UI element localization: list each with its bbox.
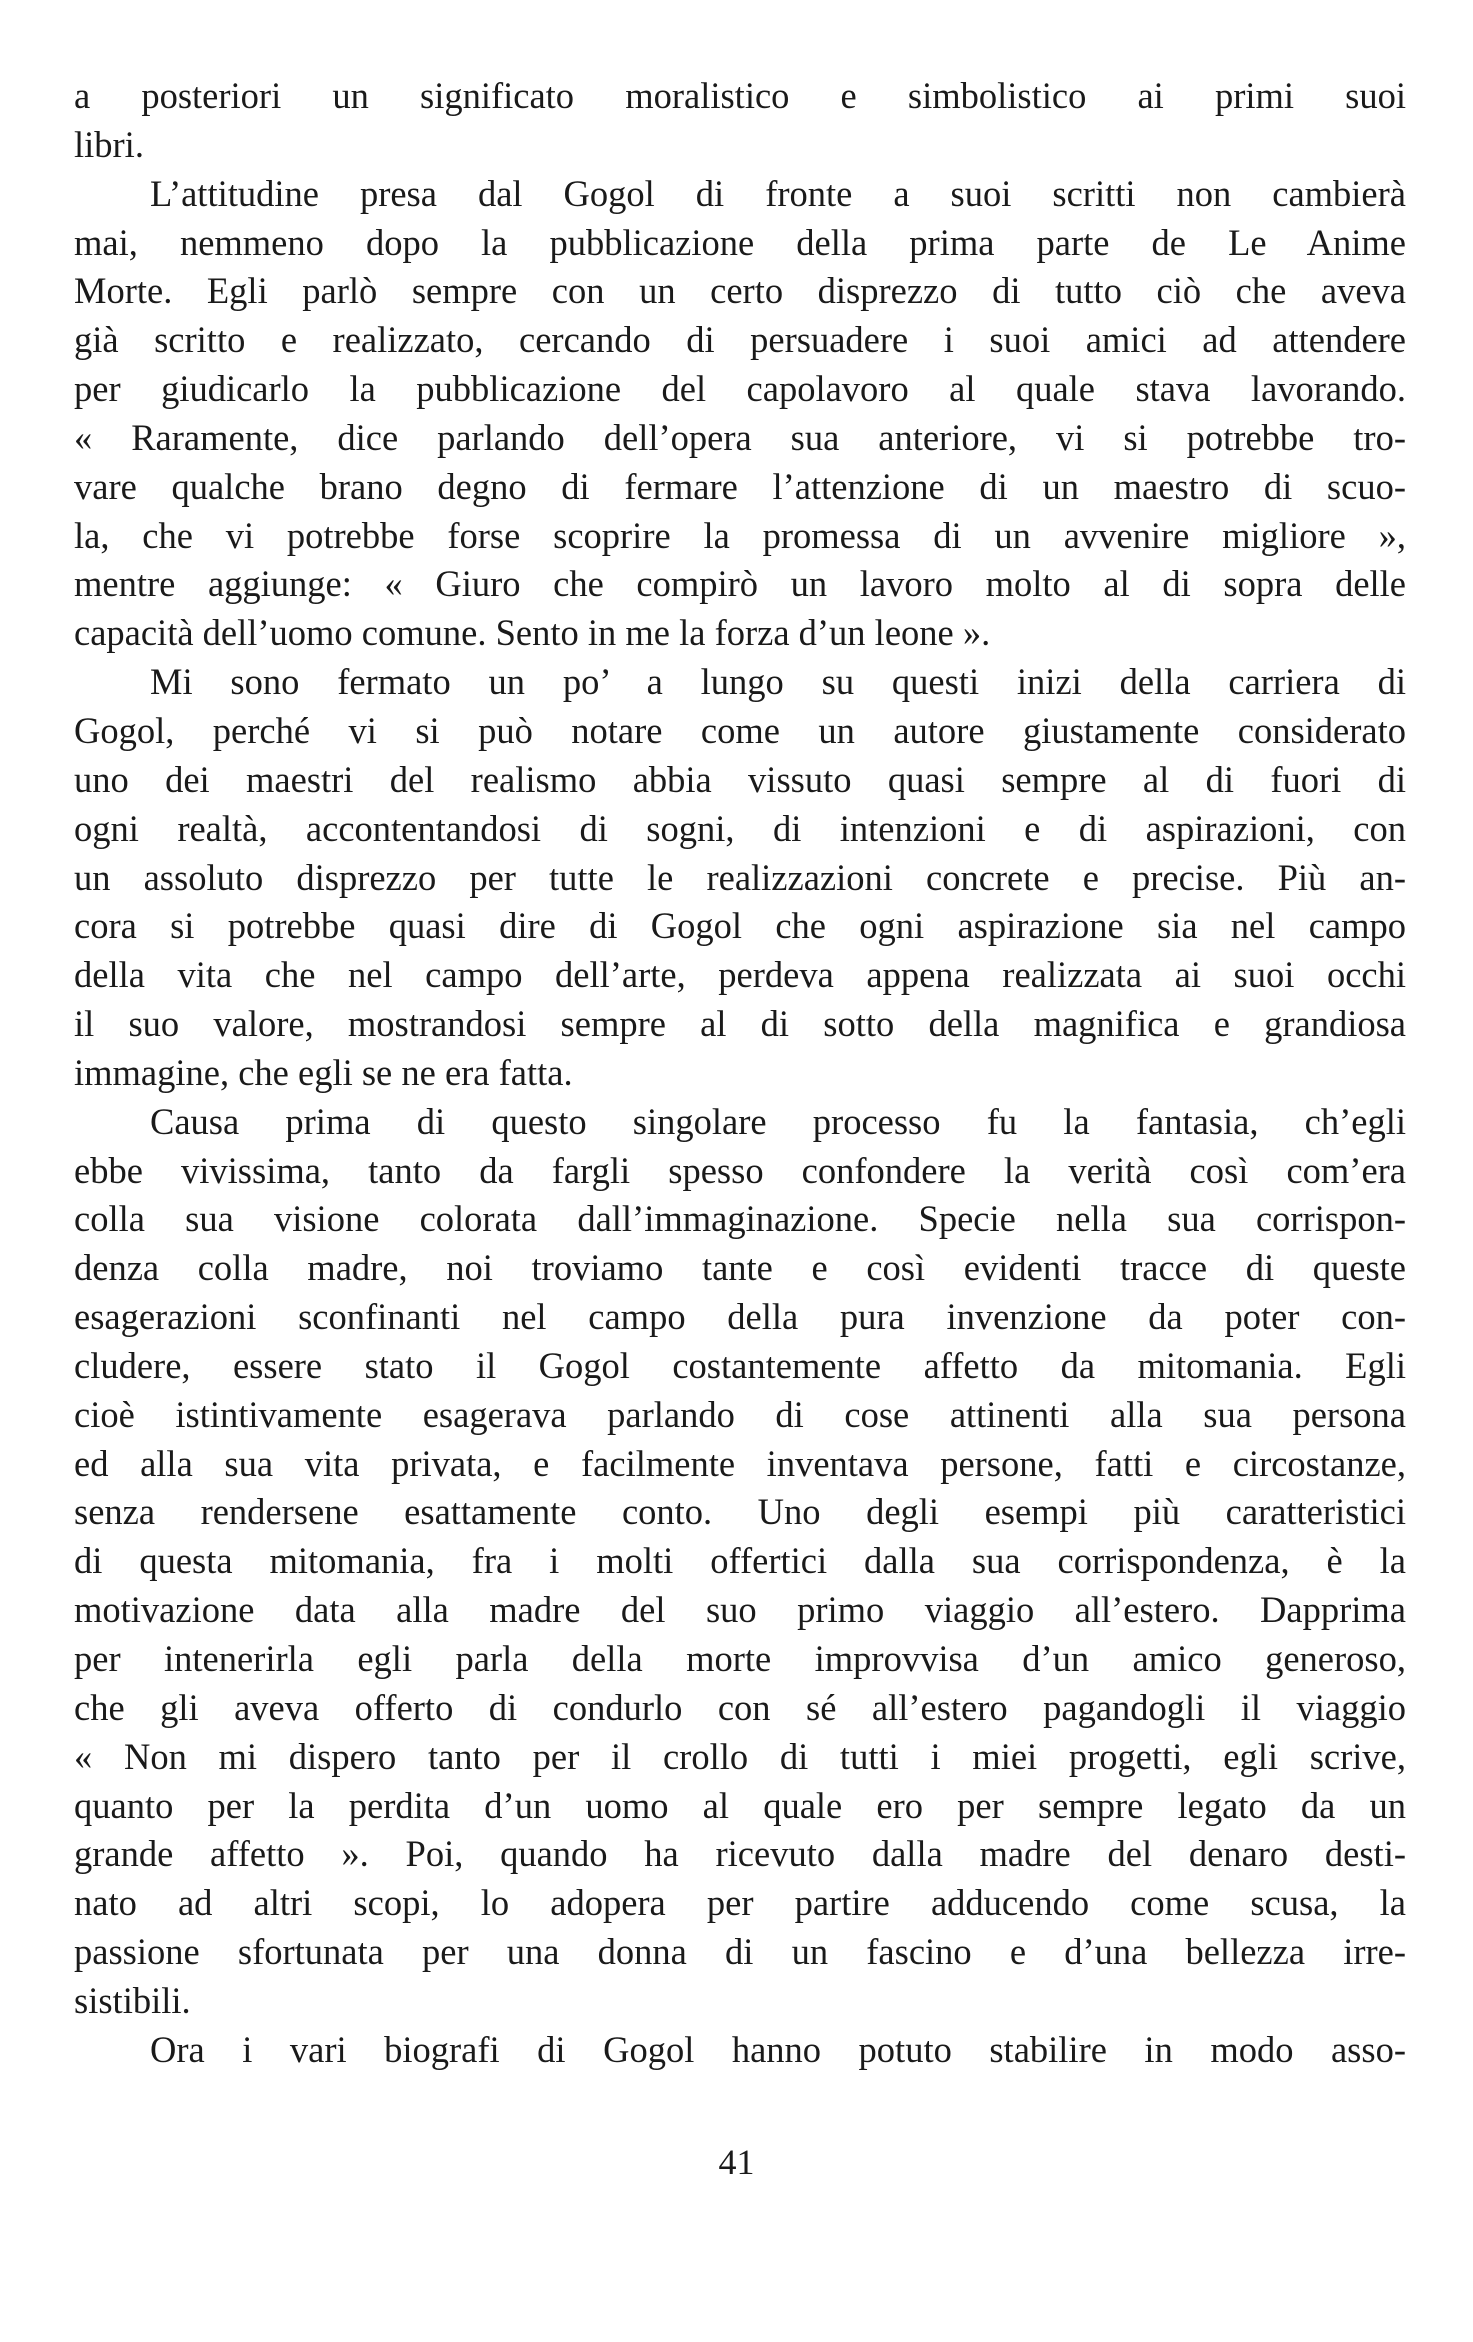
text-line: ed alla sua vita privata, e facilmente inventava persone, fatti e circostanze, <box>74 1442 1406 1484</box>
paragraph <box>74 1098 1406 2026</box>
text-line: cioè istintivamente esagerava parlando di cose attinenti alla sua persona <box>74 1393 1406 1435</box>
text-line: la, che vi potrebbe forse scoprire la promessa di un avvenire migliore », <box>74 514 1406 556</box>
text-line: per giudicarlo la pubblicazione del capolavoro al quale stava lavorando. <box>74 368 1406 410</box>
text-line: il suo valore, mostrandosi sempre al di sotto della magnifica e grandiosa <box>74 1003 1406 1045</box>
text-line: di questa mitomania, fra i molti offertici dalla sua corrispondenza, è la <box>74 1540 1406 1582</box>
text-line: vare qualche brano degno di fermare l’attenzione di un maestro di scuo- <box>74 465 1406 507</box>
text-line: Causa prima di questo singolare processo fu la fantasia, ch’egli <box>150 1100 1406 1142</box>
page-body <box>74 72 1406 2075</box>
text-line: Morte. Egli parlò sempre con un certo disprezzo di tutto ciò che aveva <box>74 270 1406 312</box>
paragraph <box>74 170 1406 658</box>
text-line: colla sua visione colorata dall’immaginazione. Specie nella sua corrispon- <box>74 1198 1406 1240</box>
text-line: già scritto e realizzato, cercando di persuadere i suoi amici ad attendere <box>74 319 1406 361</box>
text-line: per intenerirla egli parla della morte improvvisa d’un amico generoso, <box>74 1638 1406 1679</box>
text-line: sistibili. <box>74 1979 191 2021</box>
text-line: L’attitudine presa dal Gogol di fronte a suoi scritti non cambierà <box>150 172 1406 214</box>
text-line: della vita che nel campo dell’arte, perdeva appena realizzata ai suoi occhi <box>74 954 1406 996</box>
text-line: nato ad altri scopi, lo adopera per partire adducendo come scusa, la <box>74 1882 1406 1924</box>
text-line: mai, nemmeno dopo la pubblicazione della prima parte de Le Anime <box>74 221 1406 263</box>
text-line: a posteriori un significato moralistico e simbolistico ai primi suoi <box>74 75 1406 116</box>
text-line: Mi sono fermato un po’ a lungo su questi inizi della carriera di <box>150 661 1406 703</box>
text-line: Ora i vari biografi di Gogol hanno potuto stabilire in modo asso- <box>150 2028 1406 2070</box>
text-line: grande affetto ». Poi, quando ha ricevuto dalla madre del denaro desti- <box>74 1833 1406 1875</box>
paragraph <box>74 72 1406 170</box>
text-line: libri. <box>74 123 144 165</box>
text-line: che gli aveva offerto di condurlo con sé all’estero pagandogli il viaggio <box>74 1686 1406 1728</box>
text-line: motivazione data alla madre del suo primo viaggio all’estero. Dapprima <box>74 1589 1406 1631</box>
text-line: immagine, che egli se ne era fatta. <box>74 1051 573 1093</box>
text-line: mentre aggiunge: « Giuro che compirò un lavoro molto al di sopra delle <box>74 563 1406 605</box>
text-line: Gogol, perché vi si può notare come un autore giustamente considerato <box>74 709 1406 751</box>
text-line: ogni realtà, accontentandosi di sogni, di intenzioni e di aspirazioni, con <box>74 807 1406 849</box>
text-line: un assoluto disprezzo per tutte le realizzazioni concrete e precise. Più an- <box>74 856 1406 898</box>
text-line: senza rendersene esattamente conto. Uno degli esempi più caratteristici <box>74 1491 1406 1533</box>
paragraph <box>74 658 1406 1098</box>
text-line: esagerazioni sconfinanti nel campo della pura invenzione da poter con- <box>74 1296 1406 1338</box>
text-line: passione sfortunata per una donna di un fascino e d’una bellezza irre- <box>74 1931 1406 1973</box>
text-line: ebbe vivissima, tanto da fargli spesso confondere la verità così com’era <box>74 1149 1406 1191</box>
paragraph <box>74 2026 1406 2075</box>
text-line: cora si potrebbe quasi dire di Gogol che ogni aspirazione sia nel campo <box>74 905 1406 947</box>
text-line: capacità dell’uomo comune. Sento in me la forza d’un leone ». <box>74 612 991 654</box>
text-line: quanto per la perdita d’un uomo al quale ero per sempre legato da un <box>74 1784 1406 1826</box>
page-number: 41 <box>718 2142 755 2182</box>
text-line: denza colla madre, noi troviamo tante e così evidenti tracce di queste <box>74 1247 1406 1289</box>
text-line: « Non mi dispero tanto per il crollo di tutti i miei progetti, egli scrive, <box>74 1735 1406 1777</box>
text-line: uno dei maestri del realismo abbia vissuto quasi sempre al di fuori di <box>74 758 1406 800</box>
text-line: « Raramente, dice parlando dell’opera sua anteriore, vi si potrebbe tro- <box>74 416 1406 458</box>
text-line: cludere, essere stato il Gogol costantemente affetto da mitomania. Egli <box>74 1344 1406 1386</box>
